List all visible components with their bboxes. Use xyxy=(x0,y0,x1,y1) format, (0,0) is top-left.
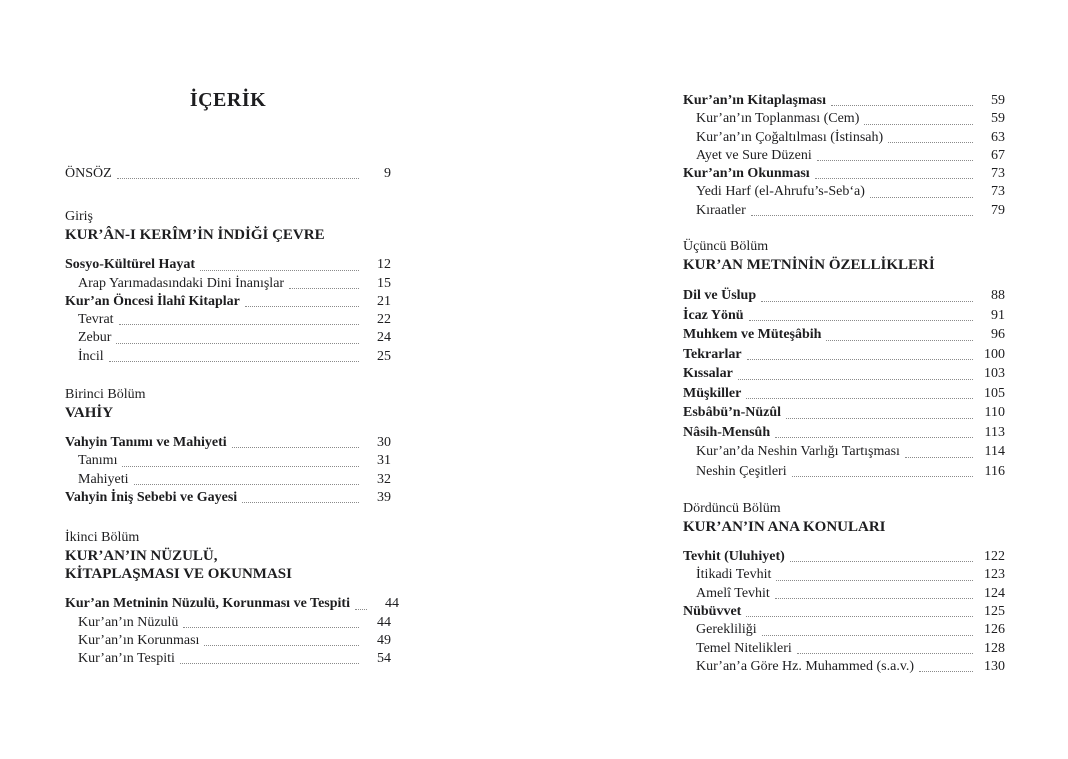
page-number: 44 xyxy=(377,614,391,630)
page-number: 59 xyxy=(991,93,1005,108)
entry-label: Mahiyeti xyxy=(78,471,129,487)
dot-leader xyxy=(746,616,973,617)
toc-block xyxy=(65,207,391,366)
section-heading-line: KUR’AN’IN ANA KONULARI xyxy=(683,519,886,536)
entry-label: Kur’an’ın Kitaplaşması xyxy=(683,93,826,108)
entry-label: Yedi Harf (el-Ahrufu’s-Seb‘a) xyxy=(696,184,865,200)
entry-label: Zebur xyxy=(78,330,112,346)
entry-label: Kur’an’ın Toplanması (Cem) xyxy=(696,111,860,127)
page-number: 100 xyxy=(984,346,1005,362)
toc-entry[interactable] xyxy=(683,306,1005,326)
page-number: 25 xyxy=(377,348,391,364)
toc-entry[interactable] xyxy=(683,640,1005,658)
toc-entry[interactable] xyxy=(683,423,1005,443)
dot-leader xyxy=(797,653,973,654)
toc-entry[interactable] xyxy=(683,165,1005,183)
page-number: 31 xyxy=(377,453,391,469)
dot-leader xyxy=(183,627,359,628)
toc-entries xyxy=(683,92,1005,220)
page-number: 30 xyxy=(377,435,391,451)
toc-block xyxy=(65,528,399,668)
entry-label: Kur’an Metninin Nüzulü, Korunması ve Tespiti xyxy=(65,596,350,612)
toc-entry[interactable] xyxy=(683,548,1005,566)
dot-leader xyxy=(245,306,359,307)
toc-block xyxy=(65,165,391,183)
toc-entries xyxy=(65,256,391,366)
toc-entry[interactable] xyxy=(65,256,391,274)
toc-entry[interactable] xyxy=(683,325,1005,345)
toc-entry[interactable] xyxy=(683,129,1005,147)
entry-label: Amelî Tevhit xyxy=(696,585,770,601)
dot-leader xyxy=(831,105,973,106)
entry-label: İncil xyxy=(78,348,104,364)
toc-entry[interactable] xyxy=(683,462,1005,482)
dot-leader xyxy=(200,270,359,271)
toc-entry[interactable] xyxy=(65,489,391,507)
entry-label: İcaz Yönü xyxy=(683,307,744,323)
dot-leader xyxy=(919,671,973,672)
page-number: 79 xyxy=(991,202,1005,218)
entry-label: Neshin Çeşitleri xyxy=(696,463,787,479)
toc-entry[interactable] xyxy=(683,147,1005,165)
entry-label: Kıssalar xyxy=(683,366,733,382)
page-number: 39 xyxy=(377,489,391,505)
toc-entry[interactable] xyxy=(683,603,1005,621)
page-number: 32 xyxy=(377,471,391,487)
entry-label: Kur’an’da Neshin Varlığı Tartışması xyxy=(696,444,900,460)
toc-entries xyxy=(65,165,391,183)
dot-leader xyxy=(242,502,359,503)
toc-block xyxy=(683,237,1005,481)
toc-entry[interactable] xyxy=(683,658,1005,676)
entry-label: Tevrat xyxy=(78,312,114,328)
section-kicker: Üçüncü Bölüm xyxy=(683,239,769,255)
toc-entry[interactable] xyxy=(65,293,391,311)
page-number: 96 xyxy=(991,327,1005,343)
page-number: 67 xyxy=(991,147,1005,163)
toc-entries xyxy=(65,434,391,507)
entry-label: Nübüvvet xyxy=(683,603,742,619)
page-number: 110 xyxy=(984,405,1005,421)
toc-block xyxy=(683,499,1005,676)
page-number: 113 xyxy=(984,424,1005,440)
dot-leader xyxy=(762,635,973,636)
toc-column-right xyxy=(683,92,1005,676)
toc-entry[interactable] xyxy=(65,614,391,632)
page-number: 63 xyxy=(991,129,1005,145)
toc-block xyxy=(683,92,1005,220)
page-number: 116 xyxy=(984,463,1005,479)
entry-label: Kıraatler xyxy=(696,202,746,218)
page-number: 114 xyxy=(984,444,1005,460)
dot-leader xyxy=(134,484,359,485)
dot-leader xyxy=(119,324,359,325)
toc-entry[interactable] xyxy=(683,566,1005,584)
toc-entry[interactable] xyxy=(683,202,1005,220)
toc-column-left xyxy=(65,88,399,668)
page-number: 9 xyxy=(384,166,391,181)
entry-label: Esbâbü’n-Nüzûl xyxy=(683,405,782,421)
dot-leader xyxy=(180,663,359,664)
page-number: 12 xyxy=(377,257,391,273)
toc-entry[interactable] xyxy=(683,286,1005,306)
section-heading-line: KİTAPLAŞMASI VE OKUNMASI xyxy=(65,566,292,583)
dot-leader xyxy=(775,437,973,438)
entry-label: Muhkem ve Müteşâbih xyxy=(683,327,822,343)
page-number: 49 xyxy=(377,632,391,648)
dot-leader xyxy=(776,580,973,581)
toc-entry[interactable] xyxy=(683,384,1005,404)
entry-label: Kur’an’ın Tespiti xyxy=(78,651,175,667)
entry-label: Kur’an’ın Okunması xyxy=(683,166,810,182)
dot-leader xyxy=(870,197,973,198)
entry-label: Tekrarlar xyxy=(683,346,742,362)
entry-label: Vahyin İniş Sebebi ve Gayesi xyxy=(65,489,238,505)
entry-label: Dil ve Üslup xyxy=(683,288,757,304)
toc-entry[interactable] xyxy=(683,585,1005,603)
page-number: 24 xyxy=(377,330,391,346)
dot-leader xyxy=(775,598,973,599)
toc-entry[interactable] xyxy=(683,92,1005,110)
dot-leader xyxy=(905,457,973,458)
page-title: İÇERİK xyxy=(189,89,267,111)
entry-label: Vahyin Tanımı ve Mahiyeti xyxy=(65,435,227,451)
section-heading-line: VAHİY xyxy=(65,405,114,422)
toc-entry[interactable] xyxy=(65,471,391,489)
entry-label: Müşkiller xyxy=(683,385,742,401)
page-number: 130 xyxy=(984,658,1005,674)
toc-entries xyxy=(65,595,399,668)
toc-entry[interactable] xyxy=(65,329,391,347)
toc-entry[interactable] xyxy=(683,621,1005,639)
page-number: 44 xyxy=(384,596,399,612)
dot-leader xyxy=(116,343,359,344)
section-kicker: Giriş xyxy=(65,209,93,225)
page-number: 123 xyxy=(984,567,1005,583)
entry-label: Kur’an’ın Nüzulü xyxy=(78,614,179,630)
dot-leader xyxy=(761,301,973,302)
page-number: 59 xyxy=(991,111,1005,127)
dot-leader xyxy=(888,142,973,143)
toc-entry[interactable] xyxy=(65,632,391,650)
entry-label: Sosyo-Kültürel Hayat xyxy=(65,257,196,273)
section-kicker: Dördüncü Bölüm xyxy=(683,501,781,517)
toc-entry[interactable] xyxy=(65,452,391,470)
page-number: 126 xyxy=(984,622,1005,638)
page-number: 103 xyxy=(984,366,1005,382)
page-number: 105 xyxy=(984,385,1005,401)
entry-label: Nâsih-Mensûh xyxy=(683,424,771,440)
dot-leader xyxy=(289,288,359,289)
toc-entry[interactable] xyxy=(65,165,391,183)
dot-leader xyxy=(792,476,973,477)
toc-entry[interactable] xyxy=(683,345,1005,365)
dot-leader xyxy=(864,124,973,125)
page-number: 22 xyxy=(377,312,391,328)
page-number: 54 xyxy=(377,651,391,667)
dot-leader xyxy=(746,398,973,399)
dot-leader xyxy=(749,320,973,321)
page-number: 125 xyxy=(984,603,1005,619)
dot-leader xyxy=(204,645,359,646)
entry-label: İtikadi Tevhit xyxy=(696,567,772,583)
page-number: 122 xyxy=(984,549,1005,565)
entry-label: Kur’an’a Göre Hz. Muhammed (s.a.v.) xyxy=(696,658,915,674)
section-heading-line: KUR’AN METNİNİN ÖZELLİKLERİ xyxy=(683,257,935,274)
entry-label: Tanımı xyxy=(78,453,118,469)
entry-label: Kur’an Öncesi İlahî Kitaplar xyxy=(65,293,240,309)
dot-leader xyxy=(109,361,359,362)
dot-leader xyxy=(790,561,973,562)
page-number: 124 xyxy=(984,585,1005,601)
dot-leader xyxy=(751,215,973,216)
section-kicker: İkinci Bölüm xyxy=(65,530,140,546)
entry-label: Kur’an’ın Çoğaltılması (İstinsah) xyxy=(696,129,884,145)
toc-entry[interactable] xyxy=(683,403,1005,423)
toc-entry[interactable] xyxy=(65,348,391,366)
dot-leader xyxy=(786,418,973,419)
page-number: 128 xyxy=(984,640,1005,656)
toc-entry[interactable] xyxy=(65,650,391,668)
entry-label: Gerekliliği xyxy=(696,622,757,638)
toc-entry[interactable] xyxy=(65,275,391,293)
dot-leader xyxy=(117,178,359,179)
entry-label: Ayet ve Sure Düzeni xyxy=(696,147,812,163)
toc-entries xyxy=(683,548,1005,676)
dot-leader xyxy=(817,160,973,161)
entry-label: Kur’an’ın Korunması xyxy=(78,632,200,648)
dot-leader xyxy=(122,466,359,467)
section-heading-line: KUR’AN’IN NÜZULÜ, xyxy=(65,548,218,565)
toc-entries xyxy=(683,286,1005,481)
page-number: 91 xyxy=(991,307,1005,323)
entry-label: ÖNSÖZ xyxy=(65,166,112,181)
toc-entry[interactable] xyxy=(683,183,1005,201)
page-number: 21 xyxy=(377,293,391,309)
entry-label: Temel Nitelikleri xyxy=(696,640,792,656)
toc-entry[interactable] xyxy=(65,434,391,452)
dot-leader xyxy=(355,609,367,610)
page-number: 15 xyxy=(377,275,391,291)
toc-entry[interactable] xyxy=(683,364,1005,384)
toc-entry[interactable] xyxy=(683,110,1005,128)
toc-entry[interactable] xyxy=(65,595,399,613)
dot-leader xyxy=(826,340,973,341)
page-number: 73 xyxy=(991,166,1005,182)
page-number: 73 xyxy=(991,184,1005,200)
dot-leader xyxy=(232,447,359,448)
entry-label: Tevhit (Uluhiyet) xyxy=(683,549,785,565)
toc-block xyxy=(65,385,391,507)
entry-label: Arap Yarımadasındaki Dini İnanışlar xyxy=(78,275,285,291)
dot-leader xyxy=(747,359,973,360)
toc-entry[interactable] xyxy=(683,442,1005,462)
dot-leader xyxy=(815,178,973,179)
section-kicker: Birinci Bölüm xyxy=(65,387,146,403)
section-heading-line: KUR’ÂN-I KERÎM’İN İNDİĞİ ÇEVRE xyxy=(65,227,325,244)
dot-leader xyxy=(738,379,973,380)
page-number: 88 xyxy=(991,288,1005,304)
toc-entry[interactable] xyxy=(65,311,391,329)
